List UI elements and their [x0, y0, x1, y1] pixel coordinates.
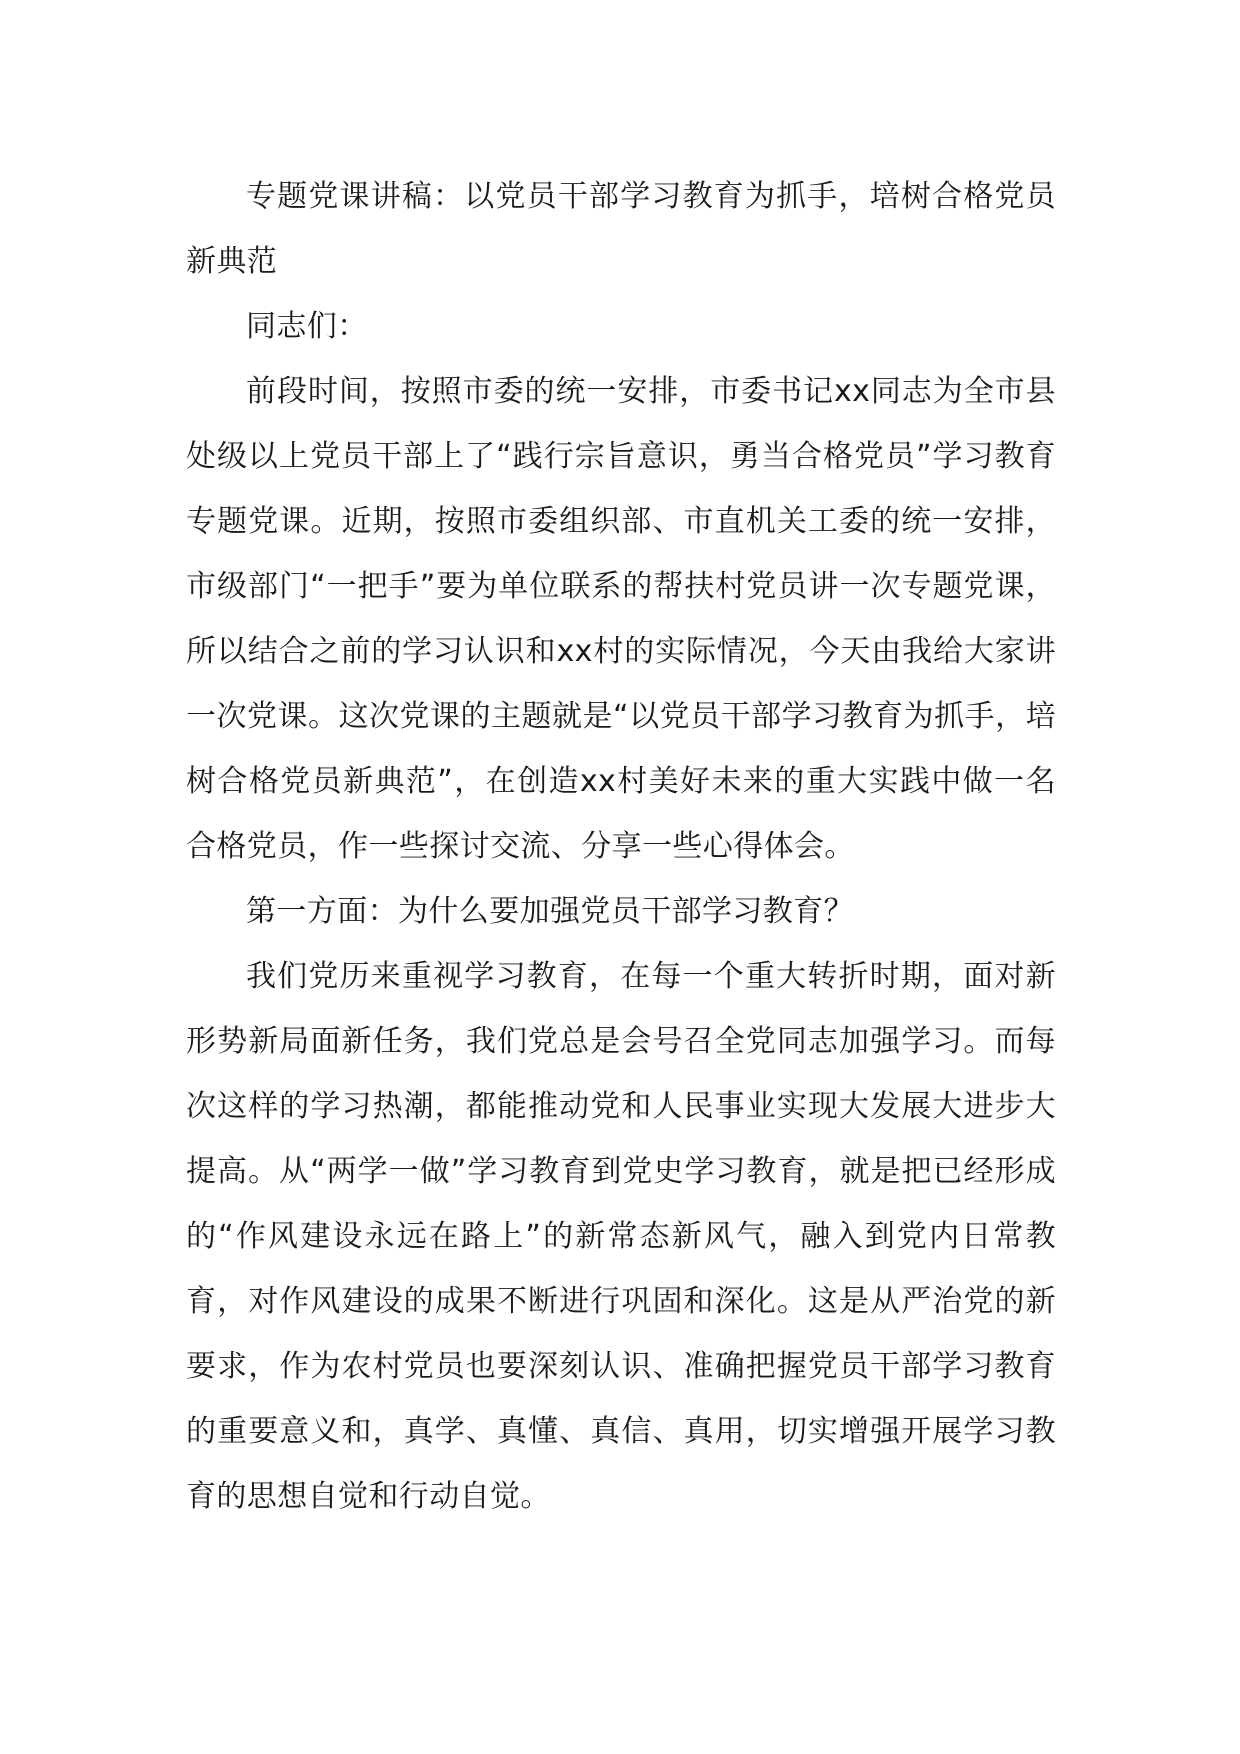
paragraph-body: 我们党历来重视学习教育，在每一个重大转折时期，面对新形势新局面新任务，我们党总是会号召全党同志加强学习。而每次这样的学习热潮，都能推动党和人民事业实现大发展大进步大提高。从“两学一做”学习教育到党史学习教育，就是把已经形成的“作风建设永远在路上”的新常态新风气，融入到党内日常教育，对作风建设的成果不断进行巩固和深化。这是从严治党的新要求，作为农村党员也要深刻认识、准确把握党员干部学习教育的重要意义和，真学、真懂、真信、真用，切实增强开展学习教育的思想自觉和行动自觉。: [186, 959, 1056, 1514]
salutation: 同志们：: [246, 309, 368, 344]
paragraph-intro: 前段时间，按照市委的统一安排，市委书记xx同志为全市县处级以上党员干部上了“践行宗旨意识，勇当合格党员”学习教育专题党课。近期，按照市委组织部、市直机关工委的统一安排，市级部门“一把手”要为单位联系的帮扶村党员讲一次专题党课，所以结合之前的学习认识和xx村的实际情况，今天由我给大家讲一次党课。这次党课的主题就是“以党员干部学习教育为抓手，培树合格党员新典范”，在创造xx村美好未来的重大实践中做一名合格党员，作一些探讨交流、分享一些心得体会。: [186, 374, 1056, 864]
document-body: [186, 164, 1056, 1529]
section-heading: 第一方面：为什么要加强党员干部学习教育？: [246, 894, 854, 929]
document-title: 专题党课讲稿：以党员干部学习教育为抓手，培树合格党员新典范: [186, 179, 1056, 279]
